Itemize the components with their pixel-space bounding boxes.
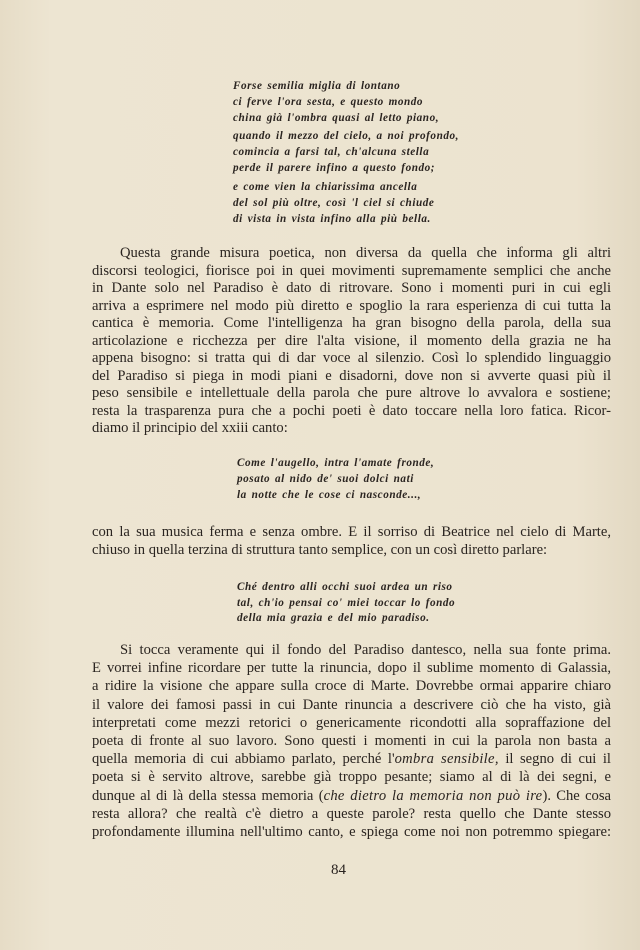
text-line [92,659,611,677]
text-segment: dunque al di là della stessa memoria ( [92,787,324,804]
text-segment: interpretati come mezzi retorici o genericamente ricondotti alla sopraffazione del [92,714,611,731]
text-segment: a ridire la visione che appare sulla croce di Marte. Dovrebbe ormai apparire chiaro [92,678,611,695]
text-line [92,677,611,695]
text-line: del Paradiso si piega in modi piani e disadorni, dove non si avverte quasi più il [92,367,611,384]
text-segment: poeta si è servito altrove, sarebbe già troppo pesante; siamo al di là dei segni, e [92,769,611,786]
text-segment: il valore dei famosi passi in cui Dante rinuncia a descrivere ciò che ha visto, già [92,696,611,713]
text-line [120,641,611,659]
text-segment: poeta di fronte al suo lavoro. Sono questi i momenti in cui la parola non basta a [92,733,611,749]
text-line [92,768,611,786]
text-line: appena bisogno: si tratta qui di dar voce al silenzio. Così lo splendido linguaggio [92,350,611,366]
verse-line: quando il mezzo del cielo, a noi profondo, [233,130,459,142]
verse-line: e come vien la chiarissima ancella [233,181,418,193]
text-line [92,696,611,714]
text-line: peso sensibile e intellettuale della parola che pure altrove lo avvalora e sostiene; [92,385,611,401]
text-line-content: diamo il principio del xxiii canto: [92,420,288,436]
text-line: articolazione e ricchezza per dire l'alta visione, il momento della grazia ne ha [92,332,611,349]
text-line [92,750,611,768]
verse-line: china già l'ombra quasi al letto piano, [233,112,440,124]
verse-line: Ché dentro alli occhi suoi ardea un riso [237,581,453,593]
verse-line: comincia a farsi tal, ch'alcuna stella [233,146,430,158]
text-line: arriva a esprimere nel modo più diretto e spoglio la rara esperienza di cui tutta la [92,297,611,314]
text-line: discorsi teologici, fiorisce poi in quei movimenti supremamente semplici che anche [92,262,611,279]
text-segment: profondamente illumina nell'ultimo canto, e spiega come noi non potremmo spiegare: [92,824,611,840]
verse-line: del sol più oltre, così 'l ciel si chiude [233,197,435,209]
verse-line: ci ferve l'ora sesta, e questo mondo [233,96,424,108]
verse-line: la notte che le cose ci nasconde..., [237,489,422,501]
verse-line: posato al nido de' suoi dolci nati [237,473,414,485]
verse-line: tal, ch'io pensai co' miei toccar lo fondo [237,597,456,609]
text-line [92,732,611,750]
text-line: resta la trasparenza pura che a pochi poeti è dato toccare nella loro fatica. Ricor- [92,402,611,419]
text-segment: il segno di cui il [498,751,611,768]
text-line [92,823,611,841]
verse-line: Forse semilia miglia di lontano [233,80,401,92]
text-segment: Si tocca veramente qui il fondo del Paradiso dantesco, nella sua fonte prima. [120,642,611,658]
text-segment: resta allora? che realtà c'è dietro a queste parole? resta quello che Dante stesso [92,805,611,822]
verse-line: di vista in vista infino alla più bella. [233,213,431,225]
verse-line: della mia grazia e del mio paradiso. [237,612,430,624]
verse-line: Come l'augello, intra l'amate fronde, [237,457,435,469]
text-line: Questa grande misura poetica, non diversa da quella che informa gli altri [120,245,611,261]
italic-quote: ombra sensibile, [394,751,499,768]
text-line [92,805,611,823]
text-line: cantica è memoria. Come l'intelligenza ha gran bisogno della parola, della sua [92,315,611,331]
text-line: chiuso in quella terzina di struttura tanto semplice, con un così diretto parlare: [92,542,548,558]
text-line [92,787,611,805]
text-line: con la sua musica ferma e senza ombre. E il sorriso di Beatrice nel cielo di Marte, [92,524,611,540]
text-segment: ). Che cosa [542,787,611,804]
text-line [92,419,611,437]
verse-line: perde il parere infino a questo fondo; [233,162,436,174]
page-number: 84 [331,862,346,878]
italic-quote: che dietro la memoria non può ire [323,787,543,804]
text-segment: quella memoria di cui abbiamo parlato, perché l' [92,751,395,768]
text-line [92,714,611,732]
text-line: in Dante solo nel Paradiso è dato di ritrovare. Sono i momenti puri in cui egli [92,280,611,296]
text-segment: E vorrei infine ricordare per tutte la rinuncia, dopo il sublime momento di Galassia, [92,660,611,677]
